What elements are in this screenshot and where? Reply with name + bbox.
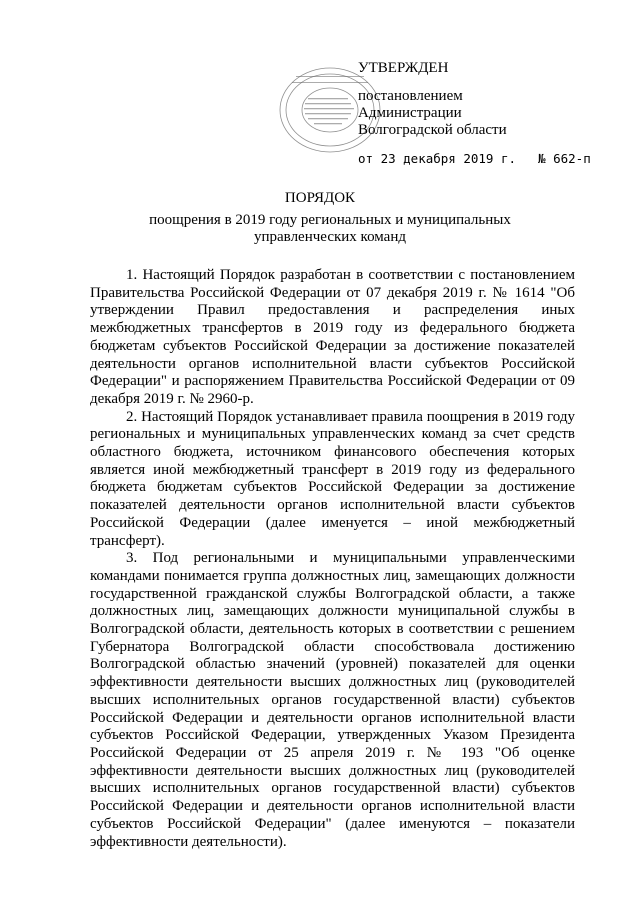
approval-line-1: постановлением — [358, 88, 463, 104]
paragraph-2: 2. Настоящий Порядок устанавливает правила поощрения в 2019 году региональных и муниципальных управленческих команд за счет средств областного бюджета, источником финансового обеспечения которых является иной межбюджетный трансферт в 2019 году из федерального бюджета бюджетам субъектов Российской Федерации за достижение показателей деятельности органов исполнительной власти субъектов Российской Федерации (далее именуется – иной межбюджетный трансферт). — [90, 408, 575, 549]
approval-block — [358, 60, 591, 167]
approval-number: № 662-п — [538, 151, 591, 166]
paragraph-3: 3. Под региональными и муниципальными управленческими командами понимается группа должностных лиц, замещающих должности государственной гражданской службы Волгоградской области, а также должностных лиц, замещающих должности муниципальной службы в Волгоградской области, деятельность которых в соответствии с решением Губернатора Волгоградской области способствовала достижению Волгоградской областью значений (уровней) показателей для оценки эффективности деятельности высших должностных лиц (руководителей высших исполнительных органов государственной власти) субъектов Российской Федерации и деятельности органов исполнительной власти субъектов Российской Федерации, утвержденных Указом Президента Российской Федерации от 25 апреля 2019 г. № 193 "Об оценке эффективности деятельности высших должностных лиц (руководителей высших исполнительных органов государственной власти) субъектов Российской Федерации и деятельности органов исполнительной власти субъектов Российской Федерации" (далее именуются – показатели эффективности деятельности). — [90, 550, 575, 850]
approval-date-line — [358, 150, 591, 167]
document-title: ПОРЯДОК — [284, 190, 356, 206]
approved-label: УТВЕРЖДЕН — [358, 60, 449, 76]
approval-line-2: Администрации — [358, 105, 462, 121]
document-subtitle: поощрения в 2019 году региональных и муниципальных управленческих команд — [149, 212, 511, 245]
approval-line-3: Волгоградской области — [358, 122, 507, 138]
document-body — [90, 267, 575, 851]
paragraph-1: 1. Настоящий Порядок разработан в соответствии с постановлением Правительства Российской Федерации от 07 декабря 2019 г. № 1614 "Об утверждении Правил предоставления и распределения иных межбюджетных трансфертов в 2019 году из федерального бюджета бюджетам субъектов Российской Федерации за достижение показателей деятельности органов исполнительной власти субъектов Российской Федерации" и распоряжением Правительства Российской Федерации от 09 декабря 2019 г. № 2960-р. — [90, 267, 575, 407]
approval-date: от 23 декабря 2019 г. — [358, 151, 517, 166]
